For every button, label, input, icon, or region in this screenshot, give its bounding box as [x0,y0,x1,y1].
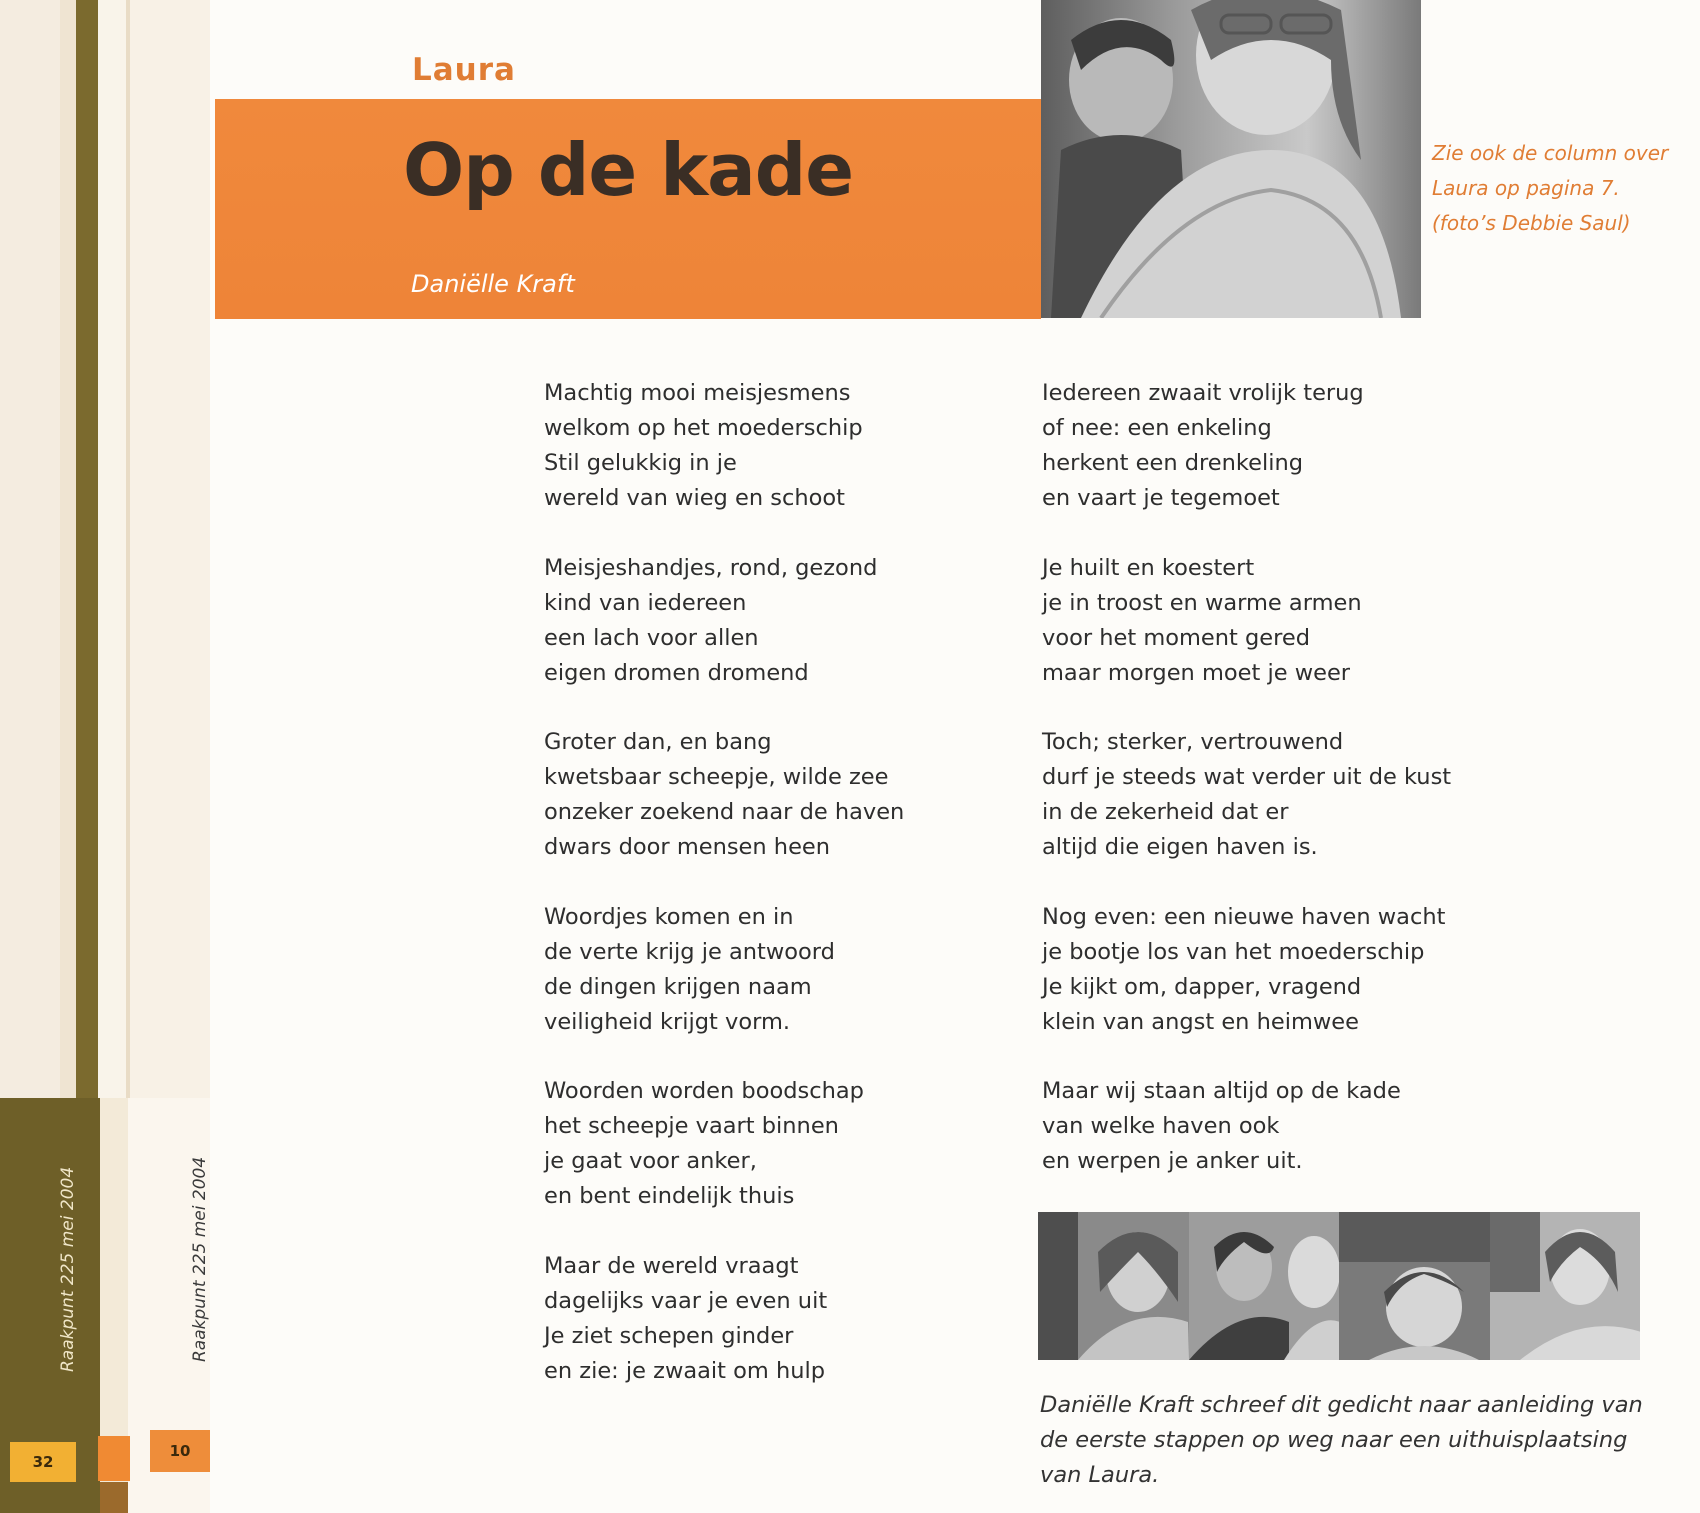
strip-photo-2-image [1189,1212,1340,1360]
poem-stanza [544,376,1014,516]
poem-line: maar morgen moet je weer [1042,659,1351,686]
poem-line: welkom op het moederschip [544,415,863,441]
article-author: Daniëlle Kraft [411,270,575,298]
strip-photo-1-image [1038,1212,1189,1360]
poem-footnote [1040,1388,1643,1493]
poem-line: de dingen krijgen naam [544,973,812,1000]
poem-line: Maar de wereld vraagt [544,1252,799,1279]
header-photo [1041,0,1421,318]
poem-footnote-line: van Laura. [1040,1462,1160,1488]
poem-stanza [1042,1074,1512,1179]
poem-line: een lach voor allen [544,624,759,651]
poem-line: altijd die eigen haven is. [1042,834,1318,860]
poem-line: Machtig mooi meisjesmens [544,380,851,406]
poem-stanza [544,1074,1014,1214]
poem-stanza [1042,551,1512,691]
poem-stanza [1042,725,1512,865]
poem-line: Nog even: een nieuwe haven wacht [1042,903,1446,930]
poem-footnote-line: Daniëlle Kraft schreef dit gedicht naar aanleiding van [1040,1392,1643,1418]
strip-photo-1 [1038,1212,1189,1360]
spine-issue-inner: Raakpunt 225 mei 2004 [190,1156,210,1362]
poem-line: je in troost en warme armen [1042,589,1362,616]
poem-line: Stil gelukkig in je [544,450,737,476]
strip-photo-3 [1339,1212,1490,1360]
photo-strip [1038,1212,1640,1360]
strip-photo-4 [1490,1212,1641,1360]
poem-stanza [544,551,1014,691]
poem-column-left [544,376,1014,1423]
poem-line: of nee: een enkeling [1042,415,1272,441]
poem-line: Toch; sterker, vertrouwend [1042,729,1344,755]
poem-line: durf je steeds wat verder uit de kust [1042,764,1452,790]
poem-stanza [544,1249,1014,1389]
poem-line: dagelijks vaar je even uit [544,1287,828,1314]
poem-line: en werpen je anker uit. [1042,1148,1303,1174]
poem-stanza [544,725,1014,865]
page-tab-orange [98,1436,130,1481]
poem-line: kind van iedereen [544,589,747,616]
poem-line: van welke haven ook [1042,1113,1280,1139]
page-number-outer: 32 [10,1442,76,1482]
poem-line: Je huilt en koestert [1042,554,1255,581]
spine-issue-outer: Raakpunt 225 mei 2004 [58,1166,78,1372]
photo-caption [1432,136,1692,241]
poem-line: je bootje los van het moederschip [1042,938,1425,965]
poem-line: de verte krijg je antwoord [544,938,835,965]
poem-line: en zie: je zwaait om hulp [544,1357,826,1384]
page-tab-brown [100,1482,128,1513]
poem-line: Iedereen zwaait vrolijk terug [1042,380,1364,406]
poem-line: dwars door mensen heen [544,834,831,860]
page-number-inner: 10 [150,1430,210,1472]
poem-line: kwetsbaar scheepje, wilde zee [544,764,889,790]
poem-line: Je kijkt om, dapper, vragend [1042,973,1362,1000]
poem-line: wereld van wieg en schoot [544,485,845,511]
header-photo-image [1041,0,1421,318]
poem-line: Woorden worden boodschap [544,1078,864,1104]
poem-line: veiligheid krijgt vorm. [544,1008,791,1035]
poem-line: in de zekerheid dat er [1042,799,1289,825]
poem-line: eigen dromen dromend [544,659,809,686]
poem-line: Groter dan, en bang [544,729,772,755]
poem-line: herkent een drenkeling [1042,450,1304,476]
poem-stanza [1042,376,1512,516]
poem-line: Maar wij staan altijd op de kade [1042,1078,1401,1104]
photo-caption-line: (foto’s Debbie Saul) [1432,211,1631,235]
poem-stanza [1042,900,1512,1040]
poem-line: Meisjeshandjes, rond, gezond [544,554,878,581]
strip-photo-4-image [1490,1212,1641,1360]
photo-caption-line: Zie ook de column over [1432,141,1669,165]
poem-line: Woordjes komen en in [544,903,794,930]
poem-line: je gaat voor anker, [544,1148,757,1174]
poem-stanza [544,900,1014,1040]
poem-column-right [1042,376,1512,1214]
article-kicker: Laura [412,52,516,88]
poem-footnote-line: de eerste stappen op weg naar een uithuisplaatsing [1040,1427,1628,1453]
poem-line: klein van angst en heimwee [1042,1008,1359,1035]
poem-line: voor het moment gered [1042,624,1311,651]
strip-photo-2 [1189,1212,1340,1360]
photo-caption-line: Laura op pagina 7. [1432,176,1620,200]
article-title: Op de kade [403,128,854,212]
strip-photo-3-image [1339,1212,1490,1360]
poem-line: en vaart je tegemoet [1042,485,1280,511]
poem-line: Je ziet schepen ginder [544,1322,794,1349]
poem-line: het scheepje vaart binnen [544,1113,839,1139]
poem-line: en bent eindelijk thuis [544,1183,795,1209]
poem-line: onzeker zoekend naar de haven [544,799,905,825]
